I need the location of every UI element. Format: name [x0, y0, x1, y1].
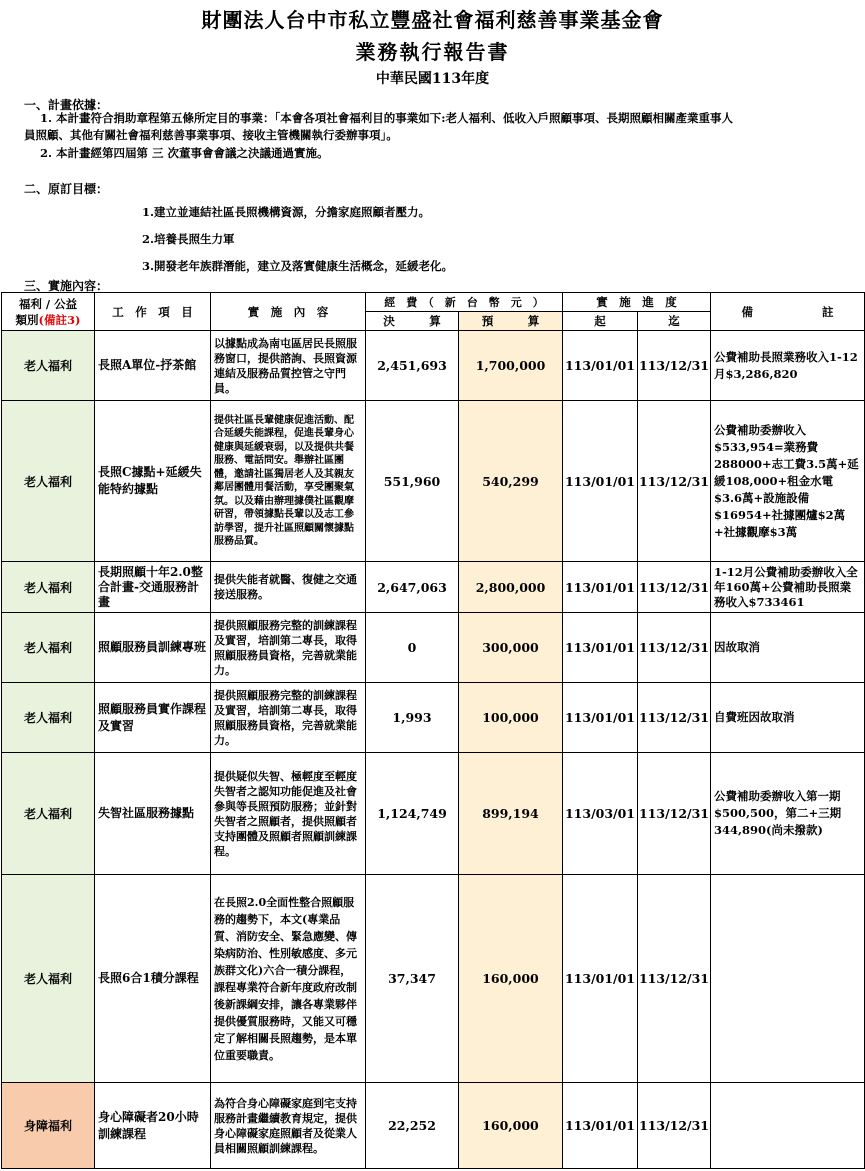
- implementation-table: [1, 292, 865, 1169]
- row-start: 113/01/01: [563, 613, 638, 683]
- row-category: 身障福利: [2, 1083, 95, 1169]
- header-category-note: (備註3): [38, 312, 81, 327]
- row-note: 公費補助委辦收入第一期$500,500，第二+三期344,890(尚未撥款): [711, 753, 865, 875]
- row-note: 公費補助委辦收入$533,954=業務費288000+志工費3.5萬+延緩108,000+租金水電$3.6萬+設施設備$16954+社據團爐$2萬+社據觀摩$3萬: [711, 401, 865, 562]
- row-item: 長照A單位-抒茶館: [95, 331, 211, 401]
- row-end: 113/12/31: [638, 613, 711, 683]
- row-planned: 540,299: [459, 401, 563, 562]
- row-content: 為符合身心障礙家庭到宅支持服務計畫繼續教育規定，提供身心障礙家庭照顧者及從業人員相關照顧訓練課程。: [211, 1083, 366, 1169]
- row-actual: 2,647,063: [366, 562, 459, 613]
- row-start: 113/01/01: [563, 562, 638, 613]
- row-content: 以據點成為南屯區居民長照服務窗口，提供諮詢、長照資源連結及服務品質控管之守門員。: [211, 331, 366, 401]
- row-actual: 0: [366, 613, 459, 683]
- row-actual: 1,124,749: [366, 753, 459, 875]
- row-item: 長照6合1積分課程: [95, 875, 211, 1083]
- row-end: 113/12/31: [638, 331, 711, 401]
- row-start: 113/01/01: [563, 875, 638, 1083]
- row-item: 長照C據點+延緩失能特約據點: [95, 401, 211, 562]
- row-content: 提供照顧服務完整的訓練課程及實習，培訓第二專長，取得照顧服務員資格，完善就業能力。: [211, 683, 366, 753]
- row-note: [711, 1083, 865, 1169]
- table-row: [2, 331, 865, 401]
- row-category: 老人福利: [2, 875, 95, 1083]
- row-planned: 100,000: [459, 683, 563, 753]
- header-progress: 實 施 進 度: [563, 293, 711, 312]
- goal-2: 2.培養長照生力軍: [142, 232, 235, 246]
- row-note: [711, 875, 865, 1083]
- row-note: 自費班因故取消: [711, 683, 865, 753]
- row-planned: 160,000: [459, 1083, 563, 1169]
- header-item: 工 作 項 目: [95, 293, 211, 331]
- header-content: 實 施 內 容: [211, 293, 366, 331]
- row-item: 照顧服務員實作課程及實習: [95, 683, 211, 753]
- report-year: 中華民國113年度: [375, 71, 490, 87]
- row-item: 照顧服務員訓練專班: [95, 613, 211, 683]
- goal-1: 1.建立並連結社區長照機構資源，分擔家庭照顧者壓力。: [142, 205, 431, 219]
- org-title: 財團法人台中市私立豐盛社會福利慈善事業基金會: [201, 8, 664, 32]
- goals-heading: 二、原訂目標：: [24, 182, 109, 196]
- table-row: [2, 613, 865, 683]
- row-start: 113/03/01: [563, 753, 638, 875]
- row-end: 113/12/31: [638, 562, 711, 613]
- row-category: 老人福利: [2, 562, 95, 613]
- row-end: 113/12/31: [638, 683, 711, 753]
- header-category-label: 福利 / 公益: [18, 296, 78, 311]
- header-remarks: 備 註: [711, 293, 865, 331]
- row-category: 老人福利: [2, 753, 95, 875]
- row-item: 身心障礙者20小時訓練課程: [95, 1083, 211, 1169]
- basis-line-1a: 1. 本計畫符合捐助章程第五條所定目的事業：「本會各項社會福利目的事業如下:老人福利、低收入戶照顧事項、長期照顧相關產業重事人: [40, 111, 733, 125]
- basis-line-2: 2. 本計畫經第四屆第 三 次董事會會議之決議通過實施。: [40, 146, 329, 160]
- goal-3: 3.開發老年族群潛能，建立及落實健康生活概念，延緩老化。: [142, 259, 454, 273]
- table-row: [2, 1083, 865, 1169]
- content-heading: 三、實施內容：: [24, 279, 109, 293]
- table-row: [2, 753, 865, 875]
- row-content: 提供社區長輩健康促進活動、配合延緩失能課程，促進長輩身心健康與延緩衰弱，以及提供共餐服務、電話問安。舉辦社區團體，邀請社區獨居老人及其親友鄰居團體用餐活動，享受團聚氣氛。以及藉由辦理據僕社區觀摩研習，帶領據點長輩以及志工參訪學習，提升社區照顧關懷據點服務品質。: [211, 401, 366, 562]
- row-end: 113/12/31: [638, 753, 711, 875]
- row-note: 因故取消: [711, 613, 865, 683]
- row-start: 113/01/01: [563, 331, 638, 401]
- row-planned: 300,000: [459, 613, 563, 683]
- row-actual: 551,960: [366, 401, 459, 562]
- table-row: [2, 683, 865, 753]
- row-actual: 2,451,693: [366, 331, 459, 401]
- row-planned: 2,800,000: [459, 562, 563, 613]
- header-budget: 經 費 （ 新 台 幣 元 ）: [366, 293, 563, 312]
- row-category: 老人福利: [2, 401, 95, 562]
- row-content: 提供照顧服務完整的訓練課程及實習，培訓第二專長，取得照顧服務員資格，完善就業能力。: [211, 613, 366, 683]
- row-category: 老人福利: [2, 613, 95, 683]
- table-row: [2, 875, 865, 1083]
- row-content: 提供疑似失智、極輕度至輕度失智者之認知功能促進及社會參與等長照預防服務；並針對失智者之照顧者，提供照顧者支持團體及照顧者照顧訓練課程。: [211, 753, 366, 875]
- row-actual: 1,993: [366, 683, 459, 753]
- row-note: 1-12月公費補助委辦收入全年160萬+公費補助長照業務收入$733461: [711, 562, 865, 613]
- row-note: 公費補助長照業務收入1-12月$3,286,820: [711, 331, 865, 401]
- header-planned: 預 算: [459, 312, 563, 331]
- row-end: 113/12/31: [638, 1083, 711, 1169]
- basis-line-1b: 員照顧、其他有關社會福利慈善事業事項、接收主管機關執行委辦事項」。: [24, 128, 398, 142]
- row-category: 老人福利: [2, 683, 95, 753]
- row-actual: 37,347: [366, 875, 459, 1083]
- doc-title: 業務執行報告書: [355, 40, 510, 64]
- row-start: 113/01/01: [563, 683, 638, 753]
- header-actual: 決 算: [366, 312, 459, 331]
- row-start: 113/01/01: [563, 401, 638, 562]
- row-planned: 1,700,000: [459, 331, 563, 401]
- row-actual: 22,252: [366, 1083, 459, 1169]
- header-category: [2, 293, 95, 331]
- row-end: 113/12/31: [638, 401, 711, 562]
- header-start: 起: [563, 312, 638, 331]
- row-category: 老人福利: [2, 331, 95, 401]
- table-row: [2, 562, 865, 613]
- row-content: 在長照2.0全面性整合照顧服務的趨勢下，本文(專業品質、消防安全、緊急應變、傳染病防治、性別敏感度、多元族群文化)六合一積分課程，課程專業符合新年度政府改制後新課綱安排，讓各專業夥伴提供優質服務時，又能又可穩定了解相關長照趨勢，是本單位重要職責。: [211, 875, 366, 1083]
- header-category-label-2: 類別: [15, 312, 39, 327]
- row-planned: 899,194: [459, 753, 563, 875]
- row-item: 失智社區服務據點: [95, 753, 211, 875]
- row-start: 113/01/01: [563, 1083, 638, 1169]
- row-end: 113/12/31: [638, 875, 711, 1083]
- table-row: [2, 401, 865, 562]
- header-end: 迄: [638, 312, 711, 331]
- row-item: 長期照顧十年2.0整合計畫-交通服務計畫: [95, 562, 211, 613]
- basis-heading: 一、計畫依據：: [24, 98, 109, 112]
- row-content: 提供失能者就醫、復健之交通接送服務。: [211, 562, 366, 613]
- row-planned: 160,000: [459, 875, 563, 1083]
